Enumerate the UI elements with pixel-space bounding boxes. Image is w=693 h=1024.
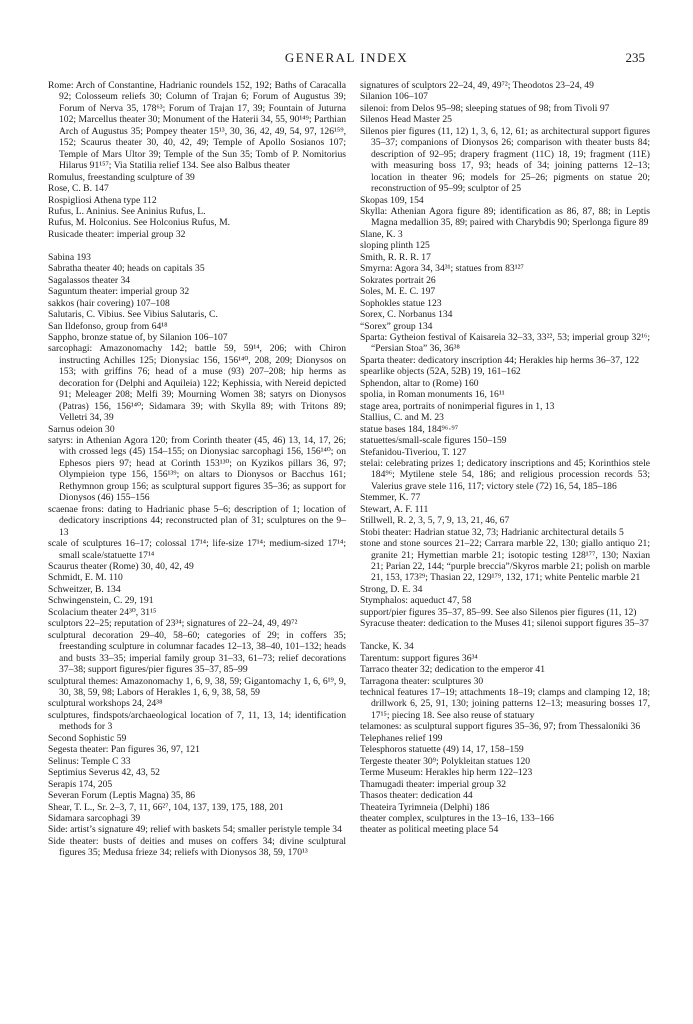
index-entry: Sabratha theater 40; heads on capitals 35 <box>48 263 205 275</box>
index-entry: Telephanes relief 199 <box>360 732 443 744</box>
index-entry: sloping plinth 125 <box>360 240 430 252</box>
index-entry: Tergeste theater 30⁹; Polykleitan statues 120 <box>360 755 531 767</box>
index-entry: Smyrna: Agora 34, 34³¹; statues from 83¹²⁷ <box>360 263 524 275</box>
index-entry: Rufus, M. Holconius. See Holconius Rufus, M. <box>48 217 231 229</box>
index-entry: “Sorex” group 134 <box>360 320 433 332</box>
index-entry: Shear, T. L., Sr. 2–3, 7, 11, 66²⁷, 104, 137, 139, 175, 188, 201 <box>48 801 284 813</box>
index-entry: Stillwell, R. 2, 3, 5, 7, 9, 13, 21, 46, 67 <box>360 515 510 527</box>
index-entry: Sokrates portrait 26 <box>360 274 436 286</box>
index-entry: Silanion 106–107 <box>360 91 428 103</box>
index-entry: Thamugadi theater: imperial group 32 <box>360 778 506 790</box>
index-entry: satyrs: in Athenian Agora 120; from Corinth theater (45, 46) 13, 14, 17, 26; with crossed legs (45) 154–155; on Dionysiac sarcophagi 156, 156¹⁴⁰; on Ephesos piers 97; head at Corinth 153¹³⁰; on Kyzikos pillars 36, 97; Olympieion type 156, 156¹³⁹; on altars to Dionysos or Bacchus 161; Rethymnon group 156; as sculptural support figures 35–36; as support for Dionysos (46) 155–156 <box>48 435 346 504</box>
index-entry: Skylla: Athenian Agora figure 89; identification as 86, 87, 88; in Leptis Magna medallion 35, 89; paired with Charybdis 90; Sperlonga figure 89 <box>360 205 650 229</box>
section-gap <box>48 240 346 251</box>
index-entry: telamones: as sculptural support figures 35–36, 97; from Thessaloniki 36 <box>360 721 641 733</box>
index-entry: stelai: celebrating prizes 1; dedicatory inscriptions and 45; Korinthios stele 184⁹⁶; Mytilene stele 54, 186; and religious procession records 53; Valerius grave stele 116, 117; victory stele (72) 16, 54, 185–186 <box>360 457 650 492</box>
index-entry: Rospigliosi Athena type 112 <box>48 194 157 206</box>
index-column-left <box>48 80 346 859</box>
index-entry: stage area, portraits of nonimperial figures in 1, 13 <box>360 400 555 412</box>
index-entry: support/pier figures 35–37, 85–99. See also Silenos pier figures (11, 12) <box>360 606 637 618</box>
index-entry: spearlike objects (52A, 52B) 19, 161–162 <box>360 366 521 378</box>
index-entry: Severan Forum (Leptis Magna) 35, 86 <box>48 790 196 802</box>
index-entry: Stallius, C. and M. 23 <box>360 412 444 424</box>
index-entry: scaenae frons: dating to Hadrianic phase 5–6; description of 1; location of dedicatory inscriptions 44; reconstructed plan of 31; sculptures on the 9–13 <box>48 503 346 538</box>
index-entry: statue bases 184, 184⁹⁶·⁹⁷ <box>360 423 459 435</box>
index-entry: Segesta theater: Pan figures 36, 97, 121 <box>48 744 200 756</box>
index-entry: Side theater: busts of deities and muses on coffers 34; divine sculptural figures 35; Medusa frieze 34; reliefs with Dionysos 38, 59, 170¹³ <box>48 835 346 859</box>
index-entry: Saguntum theater: imperial group 32 <box>48 286 190 298</box>
index-entry: Scolacium theater 24³⁰, 31¹⁵ <box>48 606 157 618</box>
index-entry: Stefanidou-Tiveriou, T. 127 <box>360 446 467 458</box>
index-entry: Schwingenstein, C. 29, 191 <box>48 595 154 607</box>
index-entry: Stewart, A. F. 111 <box>360 503 429 515</box>
index-entry: sculptural themes: Amazonomachy 1, 6, 9, 38, 59; Gigantomachy 1, 6, 6¹⁹, 9, 30, 38, 59, 98; Labors of Herakles 1, 6, 9, 38, 58, 59 <box>48 675 346 698</box>
index-entry: Stobi theater: Hadrian statue 32, 73; Hadrianic architectural details 5 <box>360 526 624 538</box>
index-entry: Schmidt, E. M. 110 <box>48 572 123 584</box>
index-entry: Sparta theater: dedicatory inscription 44; Herakles hip herms 36–37, 122 <box>360 354 640 366</box>
index-entry: Tarragona theater: sculptures 30 <box>360 675 484 687</box>
index-entry: Sarnus odeion 30 <box>48 423 115 435</box>
index-entry: Slane, K. 3 <box>360 228 403 240</box>
index-entry: Soles, M. E. C. 197 <box>360 286 436 298</box>
index-entry: Salutaris, C. Vibius. See Vibius Salutaris, C. <box>48 309 218 321</box>
index-entry: Tancke, K. 34 <box>360 641 414 653</box>
index-entry: Smith, R. R. R. 17 <box>360 251 431 263</box>
index-entry: Serapis 174, 205 <box>48 778 113 790</box>
index-entry: theater complex, sculptures in the 13–16, 133–166 <box>360 812 554 824</box>
section-gap <box>360 630 650 641</box>
index-entry: Telesphoros statuette (49) 14, 17, 158–159 <box>360 744 524 756</box>
index-entry: sakkos (hair covering) 107–108 <box>48 297 170 309</box>
index-entry: sculptural decoration 29–40, 58–60; categories of 29; in coffers 35; freestanding sculpture in columnar facades 12–13, 38–40, 101–132; heads and busts 33–35; imperial family group 31–33, 61–73; relief decorations 37–38; support figures/pier figures 35–37, 85–99 <box>48 629 346 676</box>
index-entry: Skopas 109, 154 <box>360 194 424 206</box>
index-entry: Theateira Tyrimneia (Delphi) 186 <box>360 801 490 813</box>
index-entry: statuettes/small-scale figures 150–159 <box>360 435 507 447</box>
index-entry: Sorex, C. Norbanus 134 <box>360 309 453 321</box>
index-entry: Sphendon, altar to (Rome) 160 <box>360 377 479 389</box>
index-entry: Sidamara sarcophagi 39 <box>48 812 141 824</box>
index-entry: Rome: Arch of Constantine, Hadrianic roundels 152, 192; Baths of Caracalla 92; Colosseum reliefs 30; Column of Trajan 6; Forum of Augustus 39; Forum of Nerva 35, 178⁶³; Forum of Trajan 17, 39; Fountain of Juturna 102; Marcellus theater 30; Monument of the Haterii 34, 55, 90¹⁴⁹; Parthian Arch of Augustus 35; Pompey theater 15¹³, 30, 36, 42, 49, 54, 97, 126¹⁵⁹, 152; Scaurus theater 30, 40, 42, 49; Temple of Apollo Sosianos 107; Temple of Mars Ultor 39; Temple of the Sun 35; Tomb of P. Nomitorius Hilarus 91¹⁵⁷; Via Statilia relief 134. See also Balbus theater <box>48 80 346 172</box>
index-entry: Syracuse theater: dedication to the Muses 41; silenoi support figures 35–37 <box>360 618 649 630</box>
running-header <box>48 50 645 72</box>
index-entry: Terme Museum: Herakles hip herm 122–123 <box>360 767 533 779</box>
index-entry: sculptors 22–25; reputation of 23³⁴; signatures of 22–24, 49, 49⁷² <box>48 618 298 630</box>
index-entry: Thasos theater: dedication 44 <box>360 790 473 802</box>
index-entry: Silenos Head Master 25 <box>360 114 452 126</box>
index-entry: Rose, C. B. 147 <box>48 183 109 195</box>
index-entry: Schweitzer, B. 134 <box>48 583 121 595</box>
index-entry: Tarraco theater 32; dedication to the emperor 41 <box>360 664 545 676</box>
index-entry: Rusicade theater: imperial group 32 <box>48 228 186 240</box>
index-entry: Stemmer, K. 77 <box>360 492 421 504</box>
index-entry: Second Sophistic 59 <box>48 732 127 744</box>
page-number: 235 <box>625 50 645 65</box>
index-entry: Side: artist’s signature 49; relief with baskets 54; smaller peristyle temple 34 <box>48 824 342 836</box>
index-entry: Sagalassos theater 34 <box>48 274 131 286</box>
index-column-right <box>360 80 650 836</box>
index-entry: stone and stone sources 21–22; Carrara marble 22, 130; giallo antiquo 21; granite 21; Hymettian marble 21; isotopic testing 128¹⁷⁷, 130; Naxian 21; Parian 22, 144; “purple breccia”/Skyros marble 21; polish on marble 21, 153, 173²⁹; Thasian 22, 129¹⁷⁹, 132, 171; white Pentelic marble 21 <box>360 538 650 584</box>
index-entry: Sparta: Gytheion festival of Kaisareia 32–33, 33²², 53; imperial group 32¹⁶; “Persian Stoa” 36, 36³⁸ <box>360 331 650 355</box>
index-entry: Septimius Severus 42, 43, 52 <box>48 767 160 779</box>
index-entry: scale of sculptures 16–17; colossal 17¹⁴; life-size 17¹⁴; medium-sized 17¹⁴; small scale/statuette 17¹⁴ <box>48 538 346 561</box>
index-entry: Sabina 193 <box>48 251 91 263</box>
index-entry: sculptural workshops 24, 24³⁸ <box>48 698 163 710</box>
index-entry: Rufus, L. Aninius. See Aninius Rufus, L. <box>48 205 206 217</box>
index-entry: sculptures, findspots/archaeological location of 7, 11, 13, 14; identification methods for 3 <box>48 709 346 733</box>
index-entry: signatures of sculptors 22–24, 49, 49⁷²; Theodotos 23–24, 49 <box>360 80 594 91</box>
index-entry: Selinus: Temple C 33 <box>48 755 131 767</box>
index-entry: technical features 17–19; attachments 18–19; clamps and clamping 12, 18; drillwork 6, 25, 91, 130; joining patterns 12–13; measuring bosses 17, 17¹⁵; piecing 18. See also reuse of statuary <box>360 687 650 721</box>
index-entry: Strong, D. E. 34 <box>360 583 423 595</box>
index-entry: Silenos pier figures (11, 12) 1, 3, 6, 12, 61; as architectural support figures 35–37; companions of Dionysos 26; comparison with theater busts 84; description of 92–95; drapery fragment (11C) 18, 19; fragment (11E) with measuring boss 17, 93; heads of 34; joining patterns 12–13; location in theater 96; models for 25–26; pigments on statue 20; reconstruction of 95–99; sculptor of 25 <box>360 125 650 195</box>
index-entry: Sophokles statue 123 <box>360 297 442 309</box>
index-entry: Tarentum: support figures 36³⁴ <box>360 652 478 664</box>
index-entry: San Ildefonso, group from 64¹⁸ <box>48 320 168 332</box>
index-entry: theater as political meeting place 54 <box>360 824 499 836</box>
index-entry: silenoi: from Delos 95–98; sleeping statues of 98; from Tivoli 97 <box>360 102 610 114</box>
index-entry: Scaurus theater (Rome) 30, 40, 42, 49 <box>48 561 194 573</box>
index-entry: Romulus, freestanding sculpture of 39 <box>48 171 195 183</box>
page-title: GENERAL INDEX <box>284 50 409 65</box>
index-entry: spolia, in Roman monuments 16, 16¹¹ <box>360 389 505 401</box>
index-entry: Stymphalos: aqueduct 47, 58 <box>360 595 472 607</box>
index-entry: sarcophagi: Amazonomachy 142; battle 59, 59¹⁴, 206; with Chiron instructing Achilles 125; Dionysiac 156, 156¹⁴⁰, 208, 209; Dionysos on 153; with griffins 76; head of a muse (93) 207–208; hip herms as decoration for (Delphi and Aquileia) 122; Kephissia, with Nereid depicted 91; Meleager 208; Melfi 39; Mourning Women 38; satyrs on Dionysos (Patras) 156, 156¹⁴⁰; Sidamara 39; with Skylla 89; with Tritons 89; Velletri 34, 39 <box>48 343 346 424</box>
index-entry: Sappho, bronze statue of, by Silanion 106–107 <box>48 331 228 343</box>
